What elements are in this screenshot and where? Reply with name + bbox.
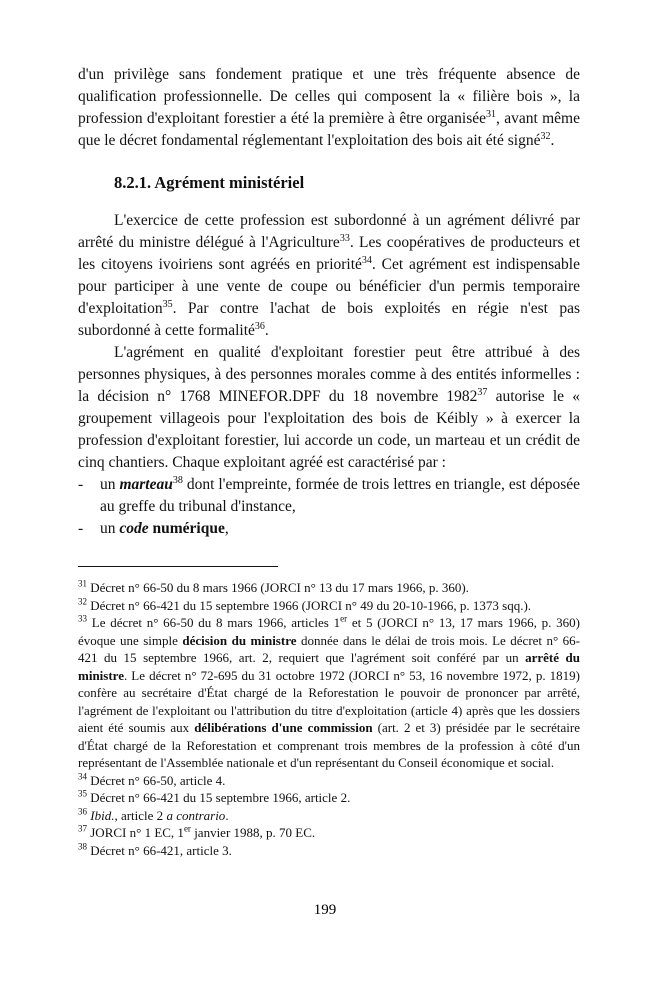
footnote-32: $^{32}$ Décret n° 66-421 du 15 septembre 1966 (JORCI n° 49 du 20-10-1966, p. 1373 sqq.). [78,596,532,613]
footnote-36: $^{36}$ Ibid., article 2 a contrario. [78,806,229,823]
footnote-separator [78,566,278,567]
footnote-ref-33[interactable]: 33 [339,232,350,244]
footnote-ref-35[interactable]: 35 [162,298,173,310]
list-item: - un code numérique, [78,518,580,540]
footnote-ref-32[interactable]: 32 [540,130,551,142]
footnote-ref-38[interactable]: 38 [172,474,183,486]
page-number: 199 [313,902,337,918]
footnote-38: $^{38}$ Décret n° 66-421, article 3. [78,841,232,858]
section-heading: 8.2.1. Agrément ministériel [114,173,305,192]
footnote-37: $^{37}$ JORCI n° 1 EC, 1er janvier 1988, p. 70 EC. [78,823,316,840]
footnote-31: $^{31}$ Décret n° 66-50 du 8 mars 1966 (JORCI n° 13 du 17 mars 1966, p. 360). [78,578,469,595]
list-item: - un marteau$^{38}$ dont l'empreinte, formée de trois lettres en triangle, est déposée au greffe du tribunal d'instance, [78,474,580,515]
footnote-33: $^{33}$ Le décret n° 66-50 du 8 mars 1966, articles 1er et 5 (JORCI n° 13, 17 mars 1966, p. 360) évoque une simple décision du ministre donnée dans le délai de trois mois. Le décret n° 66-421 du 15 septembre 1966, art. 2, requiert que l'agrément soit conféré par un arrêté du ministre. Le décret n° 72-695 du 31 octobre 1972 (JORCI n° 53, 16 novembre 1972, p. 1819) confère au secrétaire d'État chargé de la Reforestation le pouvoir de prononcer par arrêté, l'agrément de l'exploitant ou l'attribution du titre d'exploitation (article 4) après que les dossiers aient été soumis aux délibérations d'une commission (art. 2 et 3) présidée par le secrétaire d'État chargé de la Reforestation et comprenant trois membres de la profession à côté d'un représentant de l'Assemblée nationale et d'un représentant du Conseil économique et social. [78,613,581,770]
dash-bullet: - [78,476,84,493]
footnote-ref-37[interactable]: 37 [477,386,488,398]
footnote-35: $^{35}$ Décret n° 66-421 du 15 septembre 1966, article 2. [78,788,351,805]
paragraph-3: L'agrément en qualité d'exploitant forestier peut être attribué à des personnes physiques, à des personnes morales comme à des entités informelles : la décision n° 1768 MINEFOR.DPF du 18 novembre 1982$^{37}$ autorise le « groupement villageois pour l'exploitation des bois de Kéibly » à exercer la profession d'exploitant forestier, lui accorde un code, un marteau et un crédit de cinq chantiers. Chaque exploitant agréé est caractérisé par : [78,344,580,471]
paragraph-1: d'un privilège sans fondement pratique et une très fréquente absence de qualification professionnelle. De celles qui composent la « filière bois », la profession d'exploitant forestier a été la première à être organisée$^{31}$, avant même que le décret fondamental réglementant l'exploitation des bois ait été signé$^{32}$. [78,66,580,149]
footnote-ref-31[interactable]: 31 [486,108,497,120]
characteristics-list [78,474,580,540]
dash-bullet: - [78,520,84,537]
footnote-34: $^{34}$ Décret n° 66-50, article 4. [78,771,226,788]
footnote-ref-36[interactable]: 36 [254,320,265,332]
footnote-ref-34[interactable]: 34 [361,254,372,266]
page-body [78,64,580,859]
paragraph-2: L'exercice de cette profession est subordonné à un agrément délivré par arrêté du ministre délégué à l'Agriculture$^{33}$. Les coopératives de producteurs et les citoyens ivoiriens sont agréés en priorité$^{34}$. Cet agrément est indispensable pour participer à une vente de coupe ou bénéficier d'un permis temporaire d'exploitation$^{35}$. Par contre l'achat de bois exploités en régie n'est pas subordonné à cette formalité$^{36}$. [78,212,580,339]
